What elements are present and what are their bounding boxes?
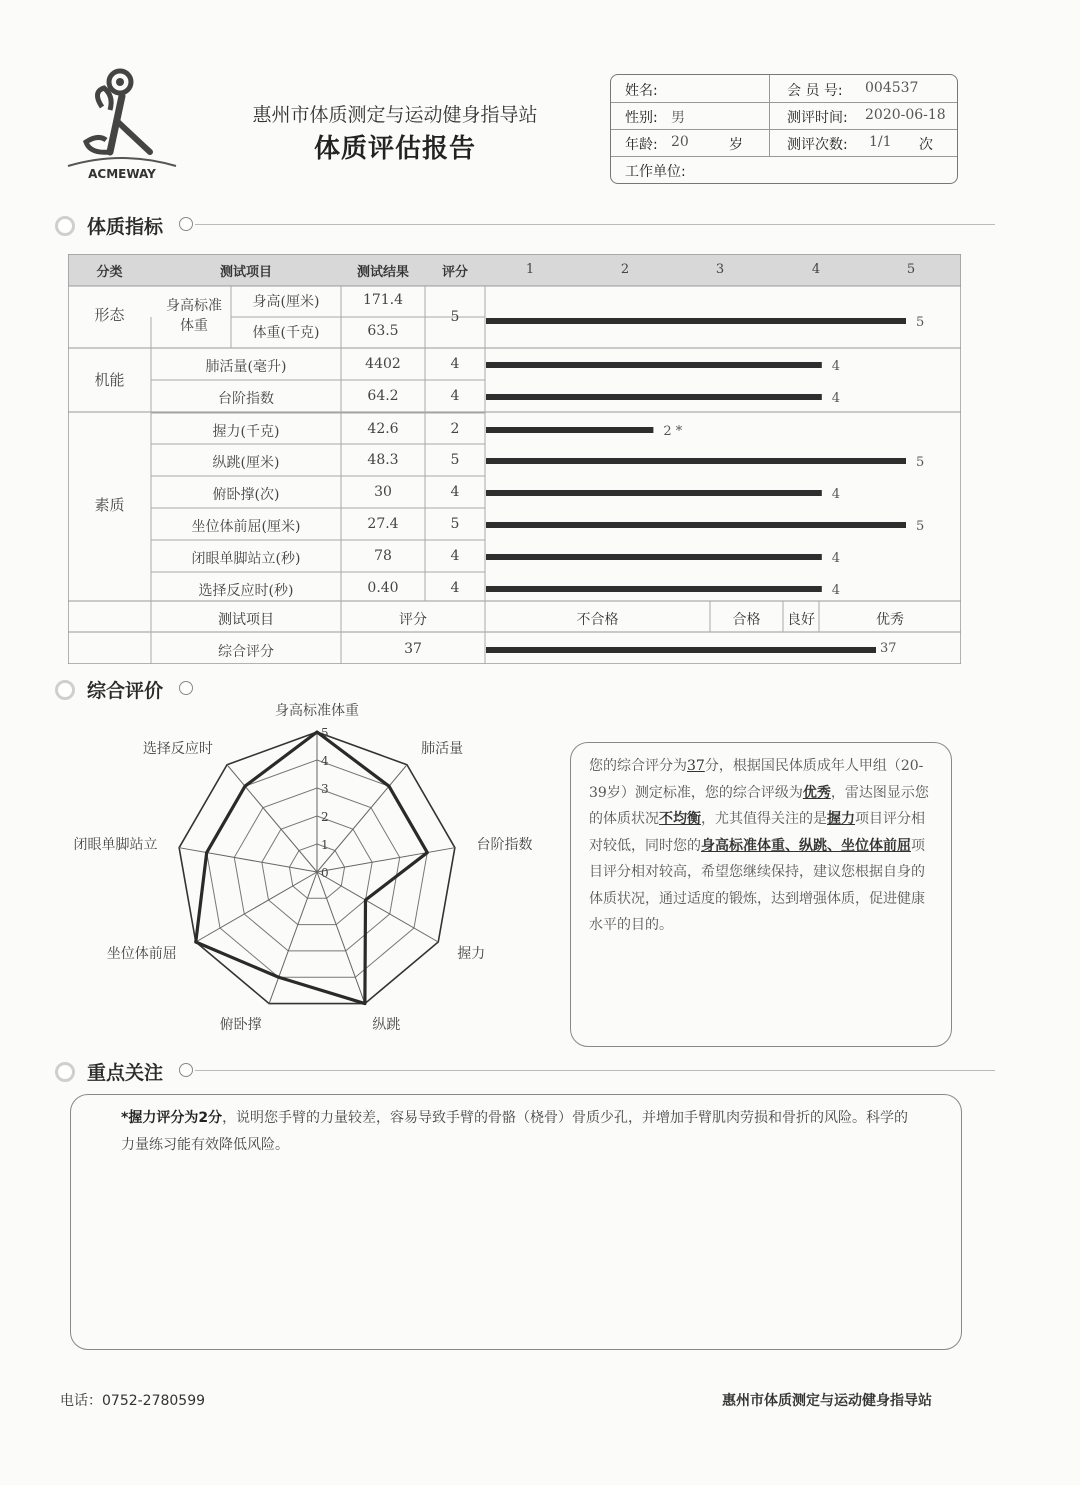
bar-summary <box>486 647 876 653</box>
radar-scale-label: 3 <box>321 782 329 796</box>
bar-row-label: 4 <box>831 583 841 598</box>
row-score: 5 <box>450 516 460 532</box>
age-value: 20 <box>671 134 689 150</box>
comment-status: 不均衡 <box>659 811 701 827</box>
indicator-table <box>68 254 961 664</box>
result-height: 171.4 <box>362 292 404 308</box>
row-result: 48.3 <box>367 452 399 468</box>
radar-axis-label: 坐位体前屈 <box>106 946 177 962</box>
item-weight: 体重(千克) <box>252 325 320 341</box>
scale-tick: 2 <box>620 262 630 277</box>
bar-row-label: 4 <box>831 359 841 374</box>
section-header-focus <box>55 1058 995 1084</box>
bar-row-label: 5 <box>916 455 925 470</box>
row-result: 42.6 <box>367 421 399 437</box>
scale-tick: 5 <box>906 262 916 277</box>
station-name: 惠州市体质测定与运动健身指导站 <box>252 104 538 126</box>
row-item: 台阶指数 <box>218 391 274 407</box>
radar-axis-line <box>317 872 438 942</box>
radar-series-line <box>196 732 428 1004</box>
category-morphology: 形态 <box>94 306 125 324</box>
row-result: 27.4 <box>367 516 399 532</box>
radar-axis-line <box>269 872 317 1004</box>
test-date-label: 测评时间: <box>787 110 848 126</box>
summary-header-excellent: 优秀 <box>876 612 904 628</box>
comment-weak-item: 握力 <box>827 811 855 827</box>
bar-row-label: 4 <box>831 391 841 406</box>
bar-row <box>486 394 822 400</box>
section-ring-icon <box>179 1063 193 1077</box>
bar-row <box>486 458 906 464</box>
radar-axis-line <box>317 848 455 872</box>
footer-phone: 电话：0752-2780599 <box>60 1393 206 1409</box>
comment-text: ，尤其值得关注的是 <box>701 811 827 827</box>
radar-axis-label: 台阶指数 <box>476 836 533 853</box>
category-function: 机能 <box>94 371 125 389</box>
gender-value: 男 <box>671 110 685 126</box>
section-ring-icon <box>55 680 75 700</box>
comment-strong-items: 身高标准体重、纵跳、坐位体前屈 <box>701 837 911 854</box>
bar-height-weight-label: 5 <box>916 315 925 330</box>
comment-text: 您的综合评分为 <box>589 758 687 774</box>
section-ring-icon <box>55 216 75 236</box>
item-height: 身高(厘米) <box>252 294 320 310</box>
bar-summary-label: 37 <box>880 641 897 656</box>
comment-text: 项目评分相对较高，希望您继续保持，建议您根据自身的体质状况，通过适度的锻炼，达到增强体质，促进健康水平的目的。 <box>589 837 925 933</box>
section-title: 重点关注 <box>87 1062 164 1084</box>
row-score: 4 <box>450 548 460 564</box>
bar-row-label: 2 * <box>663 424 683 439</box>
bar-row <box>486 586 822 592</box>
radar-scale-label: 5 <box>321 726 329 740</box>
member-info-box <box>610 74 958 184</box>
summary-header-good: 良好 <box>787 612 815 628</box>
bar-row <box>486 490 822 496</box>
radar-axis-line <box>317 872 365 1004</box>
row-score: 4 <box>450 388 460 404</box>
section-title: 体质指标 <box>87 216 164 238</box>
work-unit-label: 工作单位: <box>625 164 686 180</box>
footer-station: 惠州市体质测定与运动健身指导站 <box>722 1393 932 1409</box>
row-score: 4 <box>450 580 460 596</box>
row-result: 64.2 <box>367 388 399 404</box>
bar-row-label: 4 <box>831 551 841 566</box>
summary-score: 37 <box>404 641 422 657</box>
member-no-value: 004537 <box>865 80 919 96</box>
radar-scale-label: 1 <box>321 838 329 852</box>
radar-axis-label: 选择反应时 <box>142 740 213 757</box>
scale-tick: 4 <box>811 262 821 277</box>
comment-text: 项目评分相对较低，同时您的 <box>589 811 925 854</box>
radar-axis-label: 纵跳 <box>372 1017 401 1034</box>
radar-chart <box>60 700 540 1040</box>
gender-label: 性别: <box>625 110 658 126</box>
row-item: 俯卧撑(次) <box>212 487 280 503</box>
row-score: 5 <box>450 452 460 468</box>
row-result: 4402 <box>365 356 401 372</box>
section-header-indicators <box>55 212 995 238</box>
row-result: 0.40 <box>367 580 399 596</box>
test-date-value: 2020-06-18 <box>865 107 946 123</box>
radar-axis-label: 肺活量 <box>421 740 464 757</box>
summary-header-pass: 合格 <box>732 612 761 628</box>
focus-text: ，说明您手臂的力量较差，容易导致手臂的骨骼（桡骨）骨质少孔，并增加手臂肌肉劳损和骨折的风险。科学的力量练习能有效降低风险。 <box>121 1110 909 1153</box>
test-count-value: 1/1 <box>869 134 892 150</box>
col-header-result: 测试结果 <box>356 265 409 280</box>
evaluation-comment <box>570 742 952 1047</box>
radar-axis-label: 闭眼单脚站立 <box>73 836 158 853</box>
comment-text: ，雷达图显示您的体质状况 <box>589 784 929 827</box>
focus-bold: *握力评分为2分 <box>121 1110 223 1126</box>
summary-header-score: 评分 <box>399 612 427 628</box>
summary-header-fail: 不合格 <box>576 612 619 628</box>
col-header-score: 评分 <box>441 265 468 280</box>
logo-text: ACMEWAY <box>88 167 156 181</box>
bar-row <box>486 522 906 528</box>
row-item: 握力(千克) <box>212 424 280 440</box>
name-label: 姓名: <box>625 83 658 99</box>
category-fitness: 素质 <box>94 496 125 514</box>
summary-item: 综合评分 <box>218 644 274 660</box>
scale-tick: 1 <box>525 262 535 277</box>
row-item: 坐位体前屈(厘米) <box>191 519 301 535</box>
subgroup-height-weight: 身高标准体重 <box>166 298 222 334</box>
bar-row-label: 4 <box>831 487 841 502</box>
result-weight: 63.5 <box>367 323 399 339</box>
report-title: 体质评估报告 <box>313 134 476 164</box>
comment-level: 优秀 <box>802 784 831 801</box>
radar-axis-label: 握力 <box>457 946 486 962</box>
row-result: 30 <box>374 484 392 500</box>
radar-axis-line <box>179 848 317 872</box>
member-no-label: 会 员 号: <box>787 83 843 99</box>
section-title: 综合评价 <box>87 680 164 702</box>
bar-row <box>486 554 822 560</box>
test-count-unit: 次 <box>919 137 933 153</box>
row-result: 78 <box>374 548 392 564</box>
bar-row-label: 5 <box>916 519 925 534</box>
row-item: 肺活量(毫升) <box>205 359 287 375</box>
age-label: 年龄: <box>625 137 658 153</box>
row-score: 4 <box>450 484 460 500</box>
comment-text: 分，根据国民体质成年人甲组（20-39岁）测定标准，您的综合评级为 <box>589 758 924 801</box>
test-count-label: 测评次数: <box>787 137 848 153</box>
section-ring-icon <box>55 1062 75 1082</box>
radar-axis-label: 身高标准体重 <box>275 703 359 719</box>
radar-axis-line <box>317 765 407 872</box>
scale-tick: 3 <box>715 262 725 277</box>
radar-scale-label: 2 <box>321 810 329 824</box>
row-score: 2 <box>450 421 460 437</box>
section-ring-icon <box>179 681 193 695</box>
row-item: 选择反应时(秒) <box>198 583 294 599</box>
radar-scale-label: 0 <box>321 866 329 880</box>
age-unit: 岁 <box>729 137 743 153</box>
focus-note <box>70 1094 962 1350</box>
bar-row <box>486 362 822 368</box>
comment-score: 37 <box>687 758 705 774</box>
radar-axis-line <box>196 872 317 942</box>
radar-axis-line <box>227 765 317 872</box>
row-item: 纵跳(厘米) <box>212 455 280 471</box>
radar-scale-label: 4 <box>321 754 329 768</box>
bar-height-weight <box>486 318 906 324</box>
section-header-evaluation <box>55 676 995 702</box>
radar-axis-label: 俯卧撑 <box>219 1017 262 1034</box>
bar-row <box>486 427 653 433</box>
section-ring-icon <box>179 217 193 231</box>
row-score: 4 <box>450 356 460 372</box>
score-height-weight: 5 <box>450 309 460 325</box>
col-header-category: 分类 <box>96 265 123 280</box>
col-header-item: 测试项目 <box>219 265 272 280</box>
summary-header-item: 测试项目 <box>218 612 274 628</box>
acmeway-logo <box>62 62 182 182</box>
row-item: 闭眼单脚站立(秒) <box>191 551 301 567</box>
